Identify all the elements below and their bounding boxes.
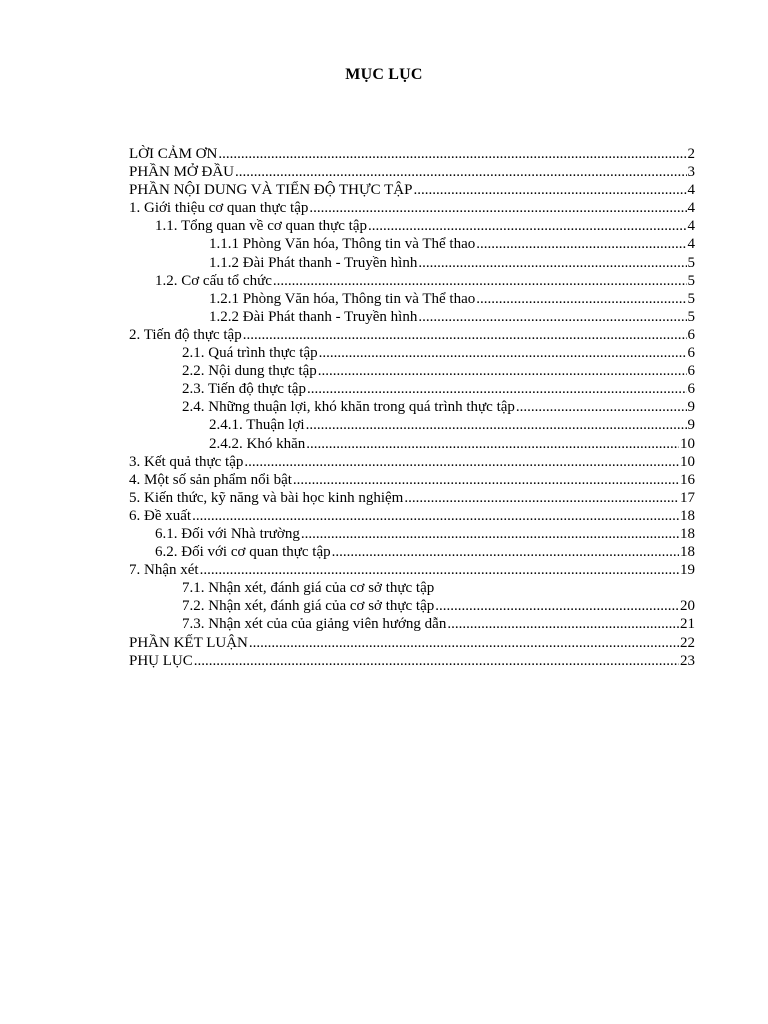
toc-entry[interactable] [129,199,695,217]
toc-page-number: 10 [680,435,695,452]
toc-page-number: 16 [680,471,695,488]
toc-dot-leader [249,634,679,652]
toc-entry[interactable] [129,634,695,652]
toc-dot-leader [418,308,686,326]
toc-entry[interactable] [129,272,695,290]
toc-dot-leader [516,398,687,416]
toc-dot-leader [413,181,686,199]
toc-entry[interactable] [129,489,695,507]
toc-dot-leader [307,380,687,398]
toc-page-number: 20 [680,598,695,615]
toc-entry-text: 1.2. Cơ cấu tổ chức [155,272,272,289]
toc-entry-text: 7.1. Nhận xét, đánh giá của cơ sở thực tập [182,580,435,597]
toc-entry[interactable] [129,344,695,362]
toc-entry-text: 1.2.1 Phòng Văn hóa, Thông tin và Thể thao [209,290,476,307]
toc-page-number: 21 [680,616,695,633]
toc-entry-text: 6.2. Đối với cơ quan thực tập [155,544,331,561]
toc-entry[interactable] [129,326,695,344]
toc-dot-leader [447,615,679,633]
toc-page-number: 4 [687,218,695,235]
toc-entry-text: 2.4. Những thuận lợi, khó khăn trong quá trình thực tập [182,399,515,416]
toc-page-number: 2 [687,146,695,162]
toc-entry-text: 2.2. Nội dung thực tập [182,363,317,380]
toc-page-number: 9 [687,417,695,434]
toc-entry[interactable] [129,453,695,471]
toc-page-number: 6 [687,326,695,343]
toc-entry[interactable] [129,435,695,453]
toc-entry-text: 2.4.1. Thuận lợi [209,417,305,434]
toc-page-number: 17 [680,489,695,506]
toc-dot-leader [235,163,686,181]
toc-entry[interactable] [129,471,695,489]
toc-page-number: 6 [687,363,695,380]
toc-entry-text: PHẦN KẾT LUẬN [129,634,248,651]
toc-dot-leader [273,272,687,290]
toc-entry-text: 6. Đề xuất [129,507,192,524]
toc-entry[interactable] [129,416,695,434]
toc-dot-leader [476,290,686,308]
toc-entry[interactable] [129,525,695,543]
toc-page-number: 18 [680,507,695,524]
table-of-contents [129,145,695,670]
toc-dot-leader [192,507,679,525]
toc-entry-text: LỜI CẢM ƠN [129,146,218,162]
toc-entry-text: 4. Một số sản phẩm nổi bật [129,471,292,488]
toc-entry-text: 2.4.2. Khó khăn [209,435,306,452]
toc-entry-text: 2.1. Quá trình thực tập [182,345,318,362]
toc-entry-text: 1.1. Tổng quan về cơ quan thực tập [155,218,367,235]
toc-entry[interactable] [129,217,695,235]
toc-entry-text: 1.1.1 Phòng Văn hóa, Thông tin và Thể thao [209,236,476,253]
toc-dot-leader [306,435,679,453]
toc-entry[interactable] [129,579,695,597]
toc-page-number: 19 [680,562,695,579]
toc-entry-text: 1. Giới thiệu cơ quan thực tập [129,200,309,217]
toc-page-number: 18 [680,544,695,561]
toc-entry[interactable] [129,181,695,199]
toc-entry-text: 7.2. Nhận xét, đánh giá của cơ sở thực tập [182,598,435,615]
toc-entry[interactable] [129,308,695,326]
toc-entry[interactable] [129,145,695,163]
toc-dot-leader [293,471,679,489]
toc-entry[interactable] [129,597,695,615]
toc-dot-leader [332,543,679,561]
toc-entry[interactable] [129,254,695,272]
toc-entry[interactable] [129,507,695,525]
toc-page-number: 23 [680,652,695,669]
toc-entry[interactable] [129,235,695,253]
toc-dot-leader [418,254,686,272]
toc-entry[interactable] [129,652,695,670]
toc-entry-text: 7.3. Nhận xét của của giảng viên hướng dẫn [182,616,447,633]
toc-dot-leader [318,362,687,380]
toc-entry-text: 2.3. Tiến độ thực tập [182,381,306,398]
toc-dot-leader [404,489,679,507]
toc-page-number: 5 [687,308,695,325]
toc-dot-leader [319,344,687,362]
toc-title: MỤC LỤC [345,66,423,83]
toc-entry-text: 7. Nhận xét [129,562,199,579]
toc-page-number: 5 [687,272,695,289]
toc-entry-text: 5. Kiến thức, kỹ năng và bài học kinh nghiệm [129,489,404,506]
toc-entry-text: 1.1.2 Đài Phát thanh - Truyền hình [209,254,418,271]
toc-entry[interactable] [129,362,695,380]
toc-entry[interactable] [129,163,695,181]
toc-entry-text: PHẦN MỞ ĐẦU [129,164,235,181]
toc-page-number: 10 [680,453,695,470]
toc-entry-text: PHẦN NỘI DUNG VÀ TIẾN ĐỘ THỰC TẬP [129,182,413,199]
toc-dot-leader [244,453,679,471]
toc-page-number: 18 [680,525,695,542]
toc-entry[interactable] [129,398,695,416]
toc-dot-leader [200,561,679,579]
toc-entry[interactable] [129,380,695,398]
toc-dot-leader [476,235,686,253]
toc-dot-leader [435,597,679,615]
toc-page-number: 22 [680,634,695,651]
toc-dot-leader [218,145,686,163]
toc-dot-leader [309,199,686,217]
toc-entry[interactable] [129,615,695,633]
toc-entry[interactable] [129,290,695,308]
toc-dot-leader [243,326,687,344]
toc-page-number: 5 [687,290,695,307]
toc-dot-leader [368,217,687,235]
toc-page-number: 4 [687,182,695,199]
toc-page-number: 9 [687,399,695,416]
toc-page-number: 6 [687,381,695,398]
toc-dot-leader [194,652,679,670]
toc-entry-text: 1.2.2 Đài Phát thanh - Truyền hình [209,308,418,325]
toc-entry-text: PHỤ LỤC [129,652,193,669]
toc-page-number: 6 [687,345,695,362]
toc-entry-text: 3. Kết quả thực tập [129,453,244,470]
toc-dot-leader [306,416,687,434]
toc-dot-leader [301,525,679,543]
toc-page-number: 5 [687,254,695,271]
toc-page-number: 4 [687,236,695,253]
toc-entry[interactable] [129,543,695,561]
toc-entry[interactable] [129,561,695,579]
toc-page-number: 4 [687,200,695,217]
toc-page-number: 3 [687,164,695,181]
toc-entry-text: 2. Tiến độ thực tập [129,326,242,343]
toc-entry-text: 6.1. Đối với Nhà trường [155,525,300,542]
